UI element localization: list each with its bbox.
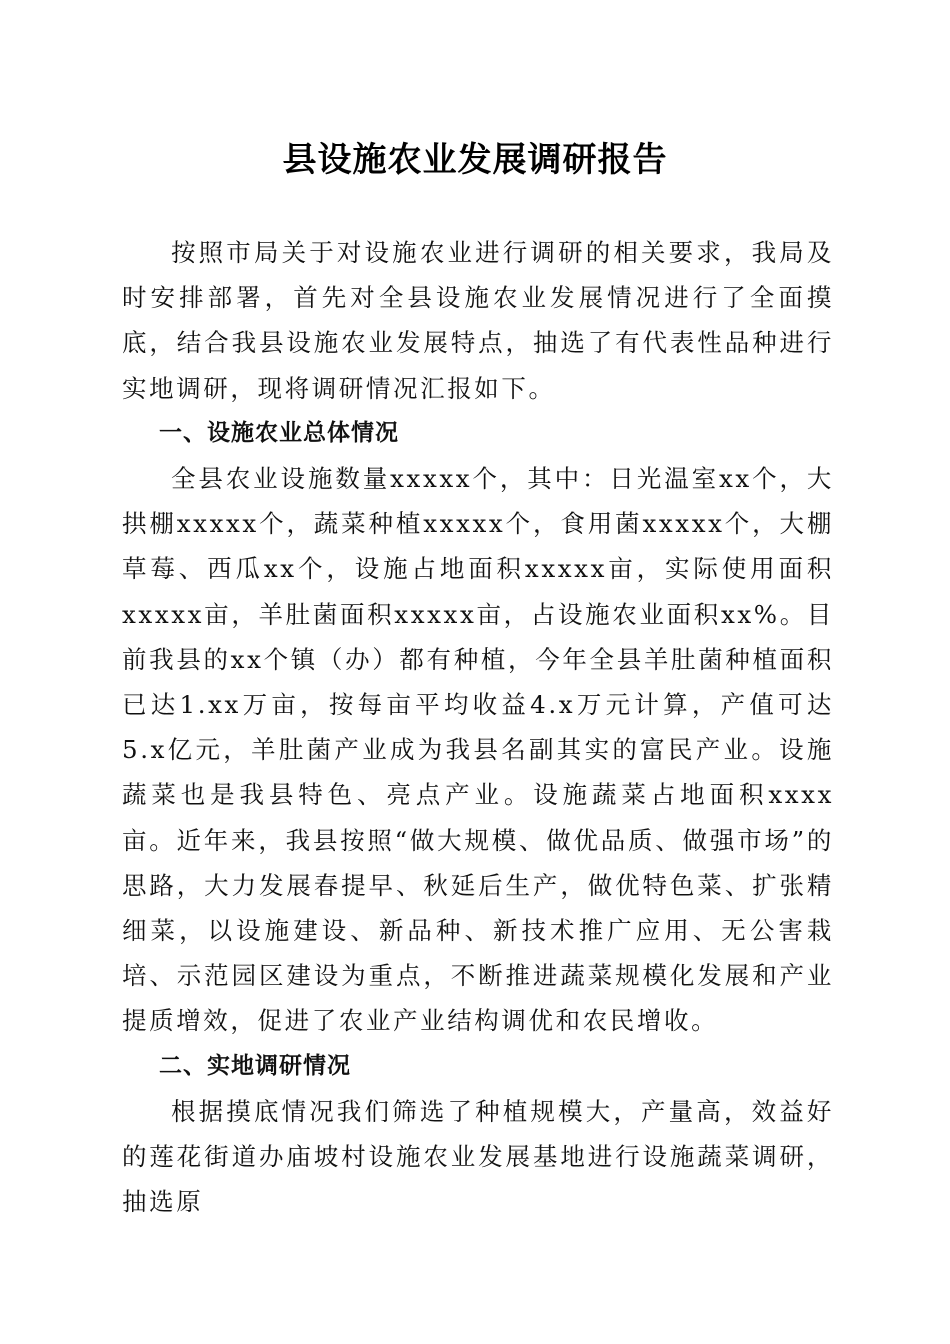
- overview-paragraph: 全县农业设施数量xxxxx个，其中：日光温室xx个，大拱棚xxxxx个，蔬菜种植xxxxx个，食用菌xxxxx个，大棚草莓、西瓜xx个，设施占地面积xxxxx亩，实际使用面积xxxxx亩，羊肚菌面积xxxxx亩，占设施农业面积xx%。目前我县的xx个镇（办）都有种植，今年全县羊肚菌种植面积已达1.xx万亩，按每亩平均收益4.x万元计算，产值可达5.x亿元，羊肚菌产业成为我县名副其实的富民产业。设施蔬菜也是我县特色、亮点产业。设施蔬菜占地面积xxxx亩。近年来，我县按照“做大规模、做优品质、做强市场”的思路，大力发展春提早、秋延后生产，做优特色菜、扩张精细菜，以设施建设、新品种、新技术推广应用、无公害栽培、示范园区建设为重点，不断推进蔬菜规模化发展和产业提质增效，促进了农业产业结构调优和农民增收。: [122, 464, 834, 1036]
- document-title: 县设施农业发展调研报告: [282, 140, 668, 180]
- intro-paragraph: 按照市局关于对设施农业进行调研的相关要求，我局及时安排部署，首先对全县设施农业发展情况进行了全面摸底，结合我县设施农业发展特点，抽选了有代表性品种进行实地调研，现将调研情况汇报如下。: [122, 238, 834, 403]
- section-heading-overview: 一、设施农业总体情况: [159, 419, 399, 446]
- fieldwork-paragraph: 根据摸底情况我们筛选了种植规模大，产量高，效益好的莲花街道办庙坡村设施农业发展基地进行设施蔬菜调研，抽选原: [122, 1096, 834, 1217]
- section-heading-fieldwork: 二、实地调研情况: [159, 1052, 351, 1079]
- document-body: [122, 230, 834, 1224]
